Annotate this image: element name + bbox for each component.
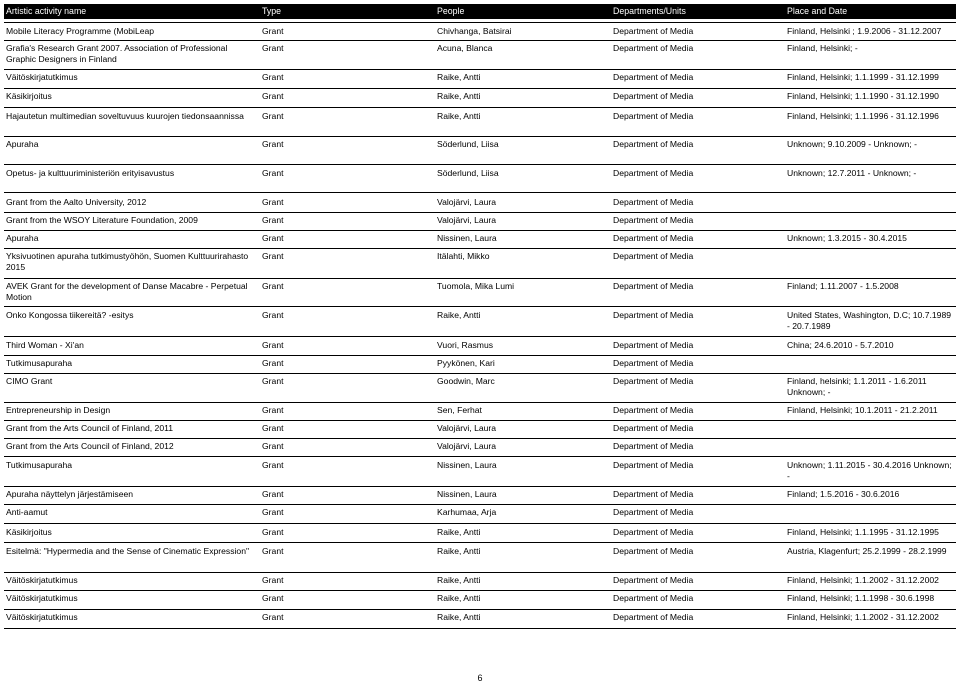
cell-type: Grant	[262, 405, 284, 415]
cell-type: Grant	[262, 546, 284, 556]
cell-name: Väitöskirjatutkimus	[6, 612, 78, 622]
cell-name: Apuraha	[6, 139, 39, 149]
row-divider	[4, 40, 956, 41]
row-divider	[4, 523, 956, 524]
row-divider	[4, 420, 956, 421]
cell-type: Grant	[262, 281, 284, 291]
page-number: 6	[477, 673, 483, 683]
cell-type: Grant	[262, 139, 284, 149]
cell-type: Grant	[262, 310, 284, 320]
cell-people: Valojärvi, Laura	[437, 423, 497, 433]
cell-name: CIMO Grant	[6, 376, 53, 386]
cell-dept: Department of Media	[613, 612, 694, 622]
row-divider	[4, 88, 956, 89]
cell-name: Apuraha	[6, 233, 39, 243]
cell-name: Käsikirjoitus	[6, 91, 52, 101]
cell-name: Mobile Literacy Programme (MobiLeap	[6, 26, 155, 36]
cell-name: Esitelmä: "Hypermedia and the Sense of Cinematic Expression"	[6, 546, 250, 556]
cell-people: Söderlund, Liisa	[437, 168, 499, 178]
cell-dept: Department of Media	[613, 358, 694, 368]
cell-people: Sen, Ferhat	[437, 405, 482, 415]
cell-type: Grant	[262, 43, 284, 53]
cell-dept: Department of Media	[613, 26, 694, 36]
cell-type: Grant	[262, 358, 284, 368]
cell-people: Goodwin, Marc	[437, 376, 495, 386]
cell-people: Vuori, Rasmus	[437, 340, 494, 350]
cell-type: Grant	[262, 489, 284, 499]
header-people: People	[437, 6, 465, 16]
header-dept: Departments/Units	[613, 6, 686, 16]
cell-type: Grant	[262, 527, 284, 537]
cell-dept: Department of Media	[613, 91, 694, 101]
cell-dept: Department of Media	[613, 197, 694, 207]
cell-name: Grant from the WSOY Literature Foundation, 2009	[6, 215, 198, 225]
cell-type: Grant	[262, 26, 284, 36]
header-name: Artistic activity name	[6, 6, 87, 16]
row-divider	[4, 609, 956, 610]
cell-dept: Department of Media	[613, 251, 694, 261]
cell-place: Finland, Helsinki; -	[787, 43, 858, 53]
cell-type: Grant	[262, 233, 284, 243]
row-divider	[4, 572, 956, 573]
cell-dept: Department of Media	[613, 460, 694, 470]
cell-type: Grant	[262, 460, 284, 470]
cell-dept: Department of Media	[613, 310, 694, 320]
cell-type: Grant	[262, 423, 284, 433]
cell-place: Finland, helsinki; 1.1.2011 - 1.6.2011 Unknown; -	[787, 376, 927, 397]
row-divider	[4, 278, 956, 279]
row-divider	[4, 164, 956, 165]
cell-place: Finland, Helsinki; 1.1.1995 - 31.12.1995	[787, 527, 939, 537]
cell-name: Hajautetun multimedian soveltuvuus kuurojen tiedonsaannissa	[6, 111, 244, 121]
cell-place: Finland, Helsinki ; 1.9.2006 - 31.12.2007	[787, 26, 942, 36]
cell-people: Nissinen, Laura	[437, 460, 497, 470]
cell-dept: Department of Media	[613, 139, 694, 149]
cell-place: Unknown; 1.3.2015 - 30.4.2015	[787, 233, 907, 243]
cell-place: Finland, Helsinki; 1.1.1998 - 30.6.1998	[787, 593, 935, 603]
table-header	[4, 4, 956, 19]
row-divider	[4, 69, 956, 70]
cell-type: Grant	[262, 111, 284, 121]
cell-dept: Department of Media	[613, 72, 694, 82]
cell-dept: Department of Media	[613, 43, 694, 53]
cell-name: Onko Kongossa tiikereitä? -esitys	[6, 310, 134, 320]
cell-dept: Department of Media	[613, 423, 694, 433]
row-divider	[4, 22, 956, 23]
cell-dept: Department of Media	[613, 233, 694, 243]
cell-type: Grant	[262, 507, 284, 517]
cell-dept: Department of Media	[613, 593, 694, 603]
cell-dept: Department of Media	[613, 281, 694, 291]
cell-name: Entrepreneurship in Design	[6, 405, 111, 415]
row-divider	[4, 486, 956, 487]
cell-people: Pyykönen, Kari	[437, 358, 495, 368]
row-divider	[4, 306, 956, 307]
cell-people: Raike, Antti	[437, 593, 481, 603]
cell-dept: Department of Media	[613, 441, 694, 451]
cell-people: Raike, Antti	[437, 612, 481, 622]
cell-people: Söderlund, Liisa	[437, 139, 499, 149]
cell-dept: Department of Media	[613, 111, 694, 121]
cell-type: Grant	[262, 168, 284, 178]
row-divider	[4, 355, 956, 356]
row-divider	[4, 504, 956, 505]
cell-type: Grant	[262, 91, 284, 101]
cell-name: Anti-aamut	[6, 507, 48, 517]
header-type: Type	[262, 6, 282, 16]
cell-name: Väitöskirjatutkimus	[6, 575, 78, 585]
cell-dept: Department of Media	[613, 489, 694, 499]
cell-type: Grant	[262, 376, 284, 386]
cell-people: Valojärvi, Laura	[437, 215, 497, 225]
cell-people: Raike, Antti	[437, 527, 481, 537]
cell-people: Raike, Antti	[437, 546, 481, 556]
row-divider	[4, 542, 956, 543]
cell-people: Valojärvi, Laura	[437, 441, 497, 451]
cell-dept: Department of Media	[613, 340, 694, 350]
cell-name: Väitöskirjatutkimus	[6, 72, 78, 82]
cell-name: Tutkimusapuraha	[6, 358, 73, 368]
cell-type: Grant	[262, 215, 284, 225]
cell-people: Raike, Antti	[437, 91, 481, 101]
cell-name: Tutkimusapuraha	[6, 460, 73, 470]
cell-place: Unknown; 9.10.2009 - Unknown; -	[787, 139, 917, 149]
cell-name: Yksivuotinen apuraha tutkimustyöhön, Suomen Kulttuurirahasto 2015	[6, 251, 249, 272]
cell-people: Raike, Antti	[437, 310, 481, 320]
cell-type: Grant	[262, 575, 284, 585]
cell-dept: Department of Media	[613, 546, 694, 556]
cell-place: Finland; 1.5.2016 - 30.6.2016	[787, 489, 900, 499]
cell-people: Valojärvi, Laura	[437, 197, 497, 207]
cell-type: Grant	[262, 593, 284, 603]
cell-people: Acuna, Blanca	[437, 43, 493, 53]
cell-name: Grant from the Arts Council of Finland, 2012	[6, 441, 174, 451]
row-divider	[4, 438, 956, 439]
cell-type: Grant	[262, 72, 284, 82]
cell-dept: Department of Media	[613, 507, 694, 517]
row-divider	[4, 107, 956, 108]
row-divider	[4, 336, 956, 337]
cell-name: Opetus- ja kulttuuriministeriön erityisavustus	[6, 168, 175, 178]
cell-place: United States, Washington, D.C; 10.7.1989 - 20.7.1989	[787, 310, 952, 331]
cell-dept: Department of Media	[613, 215, 694, 225]
row-divider	[4, 456, 956, 457]
row-divider	[4, 590, 956, 591]
cell-people: Karhumaa, Arja	[437, 507, 497, 517]
cell-type: Grant	[262, 340, 284, 350]
cell-people: Raike, Antti	[437, 111, 481, 121]
row-divider	[4, 230, 956, 231]
cell-type: Grant	[262, 251, 284, 261]
cell-dept: Department of Media	[613, 527, 694, 537]
cell-name: Grant from the Arts Council of Finland, 2011	[6, 423, 174, 433]
row-divider	[4, 373, 956, 374]
cell-place: Finland, Helsinki; 1.1.2002 - 31.12.2002	[787, 575, 939, 585]
cell-dept: Department of Media	[613, 405, 694, 415]
cell-dept: Department of Media	[613, 168, 694, 178]
row-divider	[4, 212, 956, 213]
row-divider	[4, 192, 956, 193]
cell-name: Käsikirjoitus	[6, 527, 52, 537]
cell-name: Third Woman - Xi'an	[6, 340, 84, 350]
cell-place: Finland, Helsinki; 1.1.1999 - 31.12.1999	[787, 72, 939, 82]
header-place: Place and Date	[787, 6, 848, 16]
cell-type: Grant	[262, 441, 284, 451]
cell-people: Nissinen, Laura	[437, 489, 497, 499]
cell-type: Grant	[262, 197, 284, 207]
cell-name: AVEK Grant for the development of Danse Macabre - Perpetual Motion	[6, 281, 248, 302]
row-divider	[4, 136, 956, 137]
cell-name: Väitöskirjatutkimus	[6, 593, 78, 603]
cell-name: Grant from the Aalto University, 2012	[6, 197, 147, 207]
cell-place: Unknown; 1.11.2015 - 30.4.2016 Unknown; -	[787, 460, 952, 481]
cell-people: Raike, Antti	[437, 72, 481, 82]
cell-place: Finland, Helsinki; 10.1.2011 - 21.2.2011	[787, 405, 938, 415]
cell-name: Apuraha näyttelyn järjestämiseen	[6, 489, 134, 499]
cell-people: Tuomola, Mika Lumi	[437, 281, 515, 291]
cell-name: Grafia's Research Grant 2007. Association of Professional Graphic Designers in Finland	[6, 43, 228, 64]
cell-place: China; 24.6.2010 - 5.7.2010	[787, 340, 894, 350]
cell-people: Chivhanga, Batsirai	[437, 26, 512, 36]
cell-people: Raike, Antti	[437, 575, 481, 585]
cell-dept: Department of Media	[613, 575, 694, 585]
cell-place: Finland, Helsinki; 1.1.2002 - 31.12.2002	[787, 612, 939, 622]
cell-place: Finland; 1.11.2007 - 1.5.2008	[787, 281, 899, 291]
cell-place: Unknown; 12.7.2011 - Unknown; -	[787, 168, 917, 178]
cell-people: Itälahti, Mikko	[437, 251, 490, 261]
row-divider	[4, 248, 956, 249]
row-divider	[4, 628, 956, 629]
cell-place: Finland, Helsinki; 1.1.1996 - 31.12.1996	[787, 111, 939, 121]
cell-place: Austria, Klagenfurt; 25.2.1999 - 28.2.1999	[787, 546, 947, 556]
cell-dept: Department of Media	[613, 376, 694, 386]
cell-place: Finland, Helsinki; 1.1.1990 - 31.12.1990	[787, 91, 939, 101]
row-divider	[4, 402, 956, 403]
cell-type: Grant	[262, 612, 284, 622]
cell-people: Nissinen, Laura	[437, 233, 497, 243]
